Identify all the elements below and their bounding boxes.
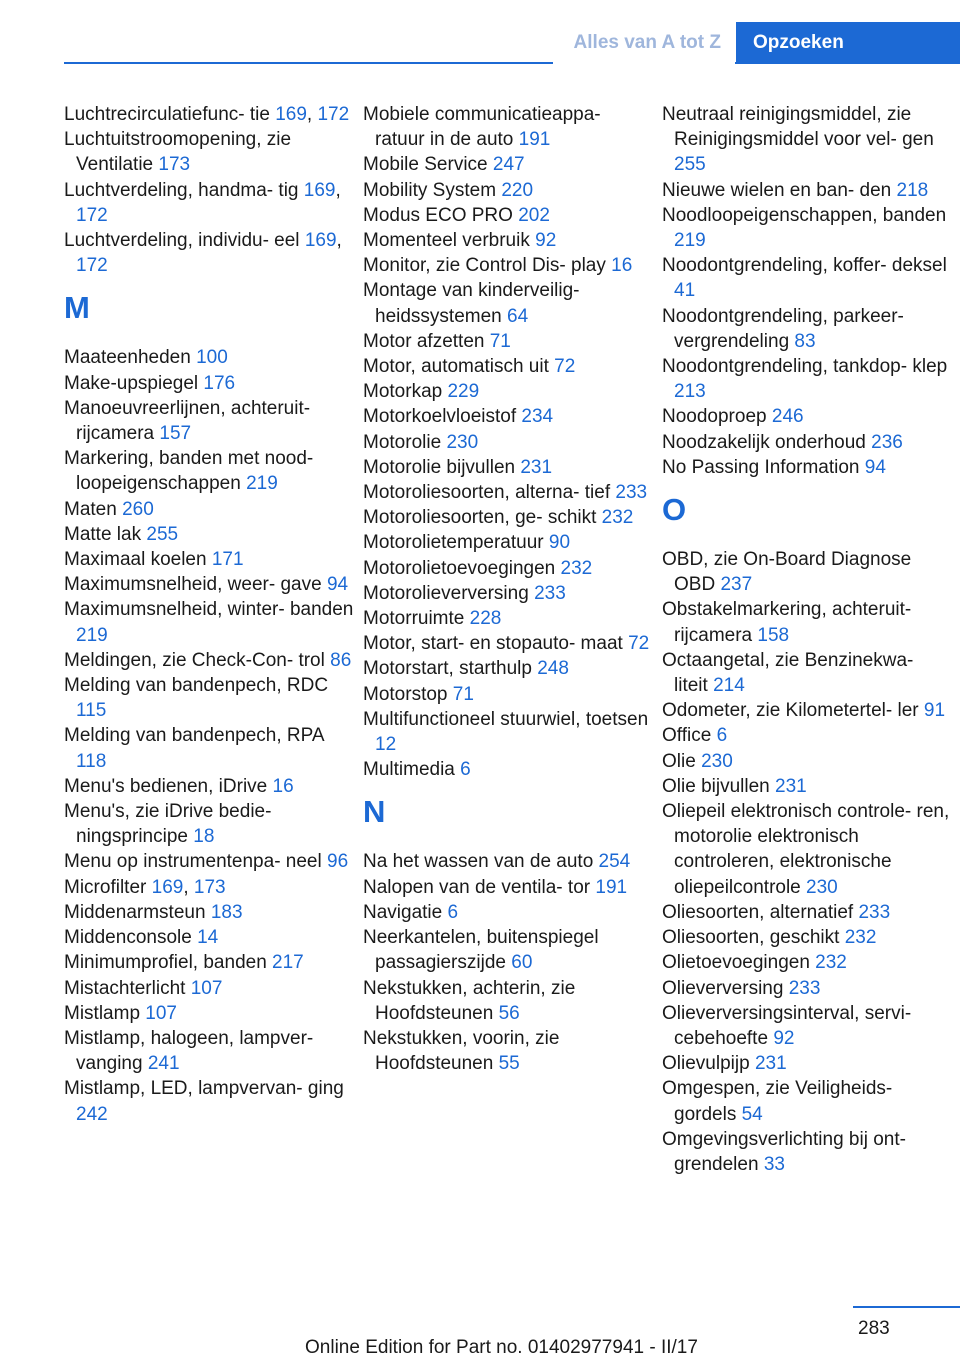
index-entry-term: Luchtuitstroomopening, zie Ventilatie (64, 129, 292, 176)
index-entry-term: Motorstart, starthulp (363, 658, 532, 680)
index-entry-term: Motoroliesoorten, ge‐ schikt (363, 507, 597, 529)
index-entry (363, 505, 653, 530)
index-entry-term: Modus ECO PRO (363, 204, 513, 226)
page-reference-link[interactable]: 92 (773, 1027, 795, 1049)
index-entry (662, 976, 952, 1001)
page-reference-link[interactable]: 233 (534, 582, 566, 604)
index-entry-term: Noodontgrendeling, koffer‐ deksel (662, 255, 947, 277)
index-entry-term: Momenteel verbruik (363, 230, 530, 252)
page-reference-link[interactable]: 56 (498, 1002, 520, 1024)
index-entry-term: Olietoevoegingen (662, 952, 810, 974)
page-reference-link[interactable]: 92 (535, 230, 557, 252)
page-reference-link[interactable]: 213 (674, 381, 706, 403)
page-reference-link[interactable]: 218 (896, 179, 929, 201)
index-entry-term: Maximaal koelen (64, 549, 207, 571)
index-entry-term: Meldingen, zie Check-Con‐ trol (64, 649, 325, 671)
page-reference-link[interactable]: 72 (628, 633, 650, 655)
page-reference-link[interactable]: 202 (518, 204, 550, 226)
index-entry (64, 723, 354, 773)
page-reference-link[interactable]: 248 (537, 658, 569, 680)
index-entry: Luchtverdeling, individu‐ eel 169, 172 (64, 230, 342, 277)
index-entry-term: Motor, start- en stopauto‐ maat (363, 633, 623, 655)
index-entry (64, 522, 354, 547)
index-entry (64, 1076, 354, 1126)
index-entry (363, 455, 653, 480)
page-reference-link[interactable]: 255 (674, 154, 706, 176)
index-entry-term: Maximumsnelheid, weer‐ gave (64, 574, 322, 596)
page-reference-link[interactable]: 232 (601, 507, 634, 529)
index-entry: Luchtverdeling, handma‐ tig 169, 172 (64, 179, 341, 226)
page-reference-link[interactable]: 71 (489, 330, 511, 352)
index-entry: Luchtrecirculatiefunc‐ tie 169, 172 (64, 104, 350, 125)
index-entry-term: Make-upspiegel (64, 372, 199, 394)
page-reference-link[interactable]: 230 (446, 431, 479, 453)
index-entry-term: Olie bijvullen (662, 775, 770, 797)
page-reference-link[interactable]: 94 (326, 574, 349, 596)
page-reference-link[interactable]: 169 (303, 179, 336, 201)
index-entry (662, 455, 952, 480)
index-entry (662, 304, 952, 354)
index-entry (363, 1026, 653, 1076)
index-entry (662, 723, 952, 748)
index-entry-term: Middenarmsteun (64, 901, 206, 923)
index-entry-term: Olie (662, 750, 696, 772)
page-reference-link[interactable]: 191 (518, 129, 551, 151)
page-reference-link[interactable]: 169 (304, 230, 337, 252)
index-entry-term: Motorolietemperatuur (363, 532, 544, 554)
index-entry (662, 253, 952, 303)
page-reference-link[interactable]: 214 (713, 675, 745, 697)
page-reference-link[interactable]: 230 (806, 876, 838, 898)
index-entry-term: No Passing Information (662, 456, 860, 478)
index-entry-term: Middenconsole (64, 927, 192, 949)
page-reference-link[interactable]: 172 (76, 204, 108, 226)
index-entry-term: Multifunctioneel stuurwiel, toetsen (363, 708, 649, 730)
index-entry-term: Menu's bedienen, iDrive (64, 775, 268, 797)
index-entry (662, 648, 952, 698)
index-entry-term: Maateenheden (64, 347, 191, 369)
page-reference-link[interactable]: 183 (210, 901, 243, 923)
index-entry-term: Matte lak (64, 523, 142, 545)
page-reference-link[interactable]: 228 (469, 608, 502, 630)
page-reference-link[interactable]: 60 (511, 952, 533, 974)
index-entry-term: Noodontgrendeling, tankdop‐ klep (662, 356, 948, 378)
index-entry-term: Minimumprofiel, banden (64, 952, 267, 974)
index-entry-term: Motorolietoevoegingen (363, 557, 556, 579)
index-entry-term: Mistlamp, halogeen, lampver‐ vanging (64, 1027, 314, 1075)
index-entry (363, 430, 653, 455)
index-entry (662, 799, 952, 900)
page-reference-link[interactable]: 100 (196, 347, 228, 369)
page-reference-link[interactable]: 16 (611, 255, 633, 277)
index-entry-term: Navigatie (363, 901, 443, 923)
index-entry (64, 127, 354, 177)
index-entry-term: Menu's, zie iDrive bedie‐ ningsprincipe (64, 801, 272, 848)
index-entry-term: Omgevingsverlichting bij ont‐ grendelen (662, 1128, 906, 1175)
index-entry-term: Omgespen, zie Veiligheids‐ gordels (662, 1078, 893, 1125)
index-entry (64, 900, 354, 925)
page-reference-link[interactable]: 72 (554, 356, 576, 378)
page-reference-link[interactable]: 158 (757, 624, 790, 646)
page-reference-link[interactable]: 118 (76, 750, 107, 772)
index-entry (64, 446, 354, 496)
index-entry-term: Maximumsnelheid, winter‐ banden (64, 599, 354, 621)
index-entry-term: Melding van bandenpech, RDC (64, 675, 329, 697)
index-letter-heading: O (662, 492, 687, 528)
page-reference-link[interactable]: 232 (815, 952, 847, 974)
page-reference-link[interactable]: 231 (520, 456, 553, 478)
index-entry (662, 774, 952, 799)
index-entry-term: Motoroliesoorten, alterna‐ tief (363, 482, 611, 504)
index-entry: Microfilter 169, 173 (64, 876, 226, 898)
page-reference-link[interactable]: 6 (716, 725, 728, 747)
index-entry (662, 1076, 952, 1126)
index-entry-term: Mobiele communicatieappa‐ ratuur in de auto (363, 104, 601, 151)
page-reference-link[interactable]: 231 (754, 1053, 787, 1075)
page-reference-link[interactable]: 6 (460, 759, 471, 781)
index-entry-term: Noodloopeigenschappen, banden (662, 204, 947, 226)
page-reference-link[interactable]: 236 (871, 431, 903, 453)
index-entry (363, 228, 653, 253)
index-entry (64, 673, 354, 723)
index-entry (363, 354, 653, 379)
index-entry-term: Monitor, zie Control Dis‐ play (363, 255, 606, 277)
index-entry (363, 581, 653, 606)
index-entry-term: Multimedia (363, 759, 455, 781)
index-entry (363, 152, 653, 177)
index-entry (64, 648, 354, 673)
page-number: 283 (858, 1318, 890, 1339)
page-reference-link[interactable]: 233 (615, 482, 648, 504)
index-entry-term: Manoeuvreerlijnen, achteruit‐ rijcamera (64, 397, 311, 445)
index-entry (363, 656, 653, 681)
index-entry (363, 757, 653, 782)
edition-footer: Online Edition for Part no. 01402977941 - II/17 (305, 1337, 698, 1358)
index-entry-term: Noodontgrendeling, parkeer‐ vergrendeling (662, 305, 904, 352)
index-entry-term: Microfilter (64, 876, 147, 898)
active-tab[interactable]: Opzoeken (736, 22, 960, 64)
index-entry-term: Octaangetal, zie Benzinekwa‐ liteit (662, 649, 914, 697)
index-entry (64, 774, 354, 799)
index-entry (662, 1001, 952, 1051)
page-reference-link[interactable]: 220 (501, 179, 534, 201)
index-entry (662, 900, 952, 925)
index-entry-term: Motor, automatisch uit (363, 356, 549, 378)
index-entry-term: Nekstukken, voorin, zie Hoofdsteunen (363, 1027, 560, 1075)
index-entry (363, 178, 653, 203)
index-entry-term: Oliepeil elektronisch controle‐ ren, motorolie elektronisch controleren, elektronische oliepeilcontrole (662, 801, 950, 898)
index-entry-term: Olieverversingsinterval, servi‐ cebehoefte (662, 1002, 912, 1049)
index-entry-term: Olieverversing (662, 977, 784, 999)
page-reference-link[interactable]: 237 (720, 574, 753, 596)
index-entry-term: Luchtverdeling, handma‐ tig (64, 179, 299, 201)
page-reference-link[interactable]: 33 (763, 1153, 785, 1175)
page-reference-link[interactable]: 71 (452, 683, 474, 705)
index-entry (662, 178, 952, 203)
index-entry (363, 278, 653, 328)
page-reference-link[interactable]: 234 (521, 406, 554, 428)
page-reference-link[interactable]: 41 (674, 280, 696, 302)
index-entry-term: Nekstukken, achterin, zie Hoofdsteunen (363, 977, 576, 1024)
index-entry (662, 203, 952, 253)
page-reference-link[interactable]: 254 (598, 851, 631, 873)
index-column-1 (64, 102, 354, 1127)
index-entry-term: Luchtrecirculatiefunc‐ tie (64, 104, 270, 125)
index-entry-term: Maten (64, 498, 117, 520)
index-entry (662, 102, 952, 178)
index-entry-term: Office (662, 725, 712, 747)
page-reference-link[interactable]: 232 (560, 557, 593, 579)
index-entry (363, 102, 653, 152)
index-entry (363, 900, 653, 925)
page-reference-link[interactable]: 54 (741, 1103, 763, 1125)
page-reference-link[interactable]: 94 (864, 456, 886, 478)
index-entry-term: Mobile Service (363, 154, 488, 176)
page-reference-link[interactable]: 16 (272, 775, 294, 797)
index-entry (363, 253, 653, 278)
index-entry (363, 379, 653, 404)
page-number-rule (853, 1306, 960, 1308)
index-entry (64, 597, 354, 647)
page-reference-link[interactable]: 83 (794, 330, 816, 352)
index-entry-term: Motorruimte (363, 608, 465, 630)
index-entry (64, 1026, 354, 1076)
section-tab[interactable]: Alles van A tot Z (553, 22, 735, 64)
index-letter-heading: N (363, 794, 386, 830)
page-reference-link[interactable]: 232 (844, 927, 877, 949)
page-reference-link[interactable]: 233 (788, 977, 821, 999)
index-entry (363, 925, 653, 975)
index-entry (64, 799, 354, 849)
page-reference-link[interactable]: 107 (145, 1002, 177, 1024)
page-reference-link[interactable]: 12 (375, 734, 397, 756)
index-entry (64, 371, 354, 396)
page-reference-link[interactable]: 246 (771, 406, 804, 428)
page-reference-link[interactable]: 173 (158, 154, 191, 176)
index-entry (662, 404, 952, 429)
index-entry (363, 849, 653, 874)
index-entry-term: Markering, banden met nood‐ loopeigenschappen (64, 448, 314, 495)
index-entry-term: Noodoproep (662, 406, 767, 428)
index-letter-heading: M (64, 290, 90, 326)
index-column-2 (363, 102, 653, 1076)
index-entry (64, 547, 354, 572)
index-entry-term: Odometer, zie Kilometertel‐ ler (662, 700, 919, 722)
index-entry (64, 1001, 354, 1026)
index-entry-term: Na het wassen van de auto (363, 851, 594, 873)
index-entry-term: Menu op instrumentenpa‐ neel (64, 851, 322, 873)
index-entry-term: Neutraal reinigingsmiddel, zie Reinigingsmiddel voor vel‐ gen (662, 104, 934, 151)
index-entry (363, 707, 653, 757)
page-reference-link[interactable]: 157 (159, 423, 192, 445)
index-entry-term: Motorkap (363, 381, 443, 403)
index-entry-term: Noodzakelijk onderhoud (662, 431, 866, 453)
index-entry (363, 480, 653, 505)
page-reference-link[interactable]: 219 (246, 473, 278, 495)
page-reference-link[interactable]: 191 (595, 876, 628, 898)
index-entry (662, 1127, 952, 1177)
index-entry-term: Neerkantelen, buitenspiegel passagierszijde (363, 927, 599, 974)
page-reference-link[interactable]: 90 (548, 532, 571, 554)
index-entry (64, 396, 354, 446)
index-entry (662, 950, 952, 975)
index-entry-term: Oliesoorten, alternatief (662, 901, 854, 923)
index-entry-term: Motorstop (363, 683, 448, 705)
index-entry (64, 950, 354, 975)
page-reference-link[interactable]: 172 (317, 104, 350, 125)
index-entry (662, 1051, 952, 1076)
page-reference-link[interactable]: 173 (193, 876, 226, 898)
index-entry (64, 345, 354, 370)
index-entry-term: Mistachterlicht (64, 977, 186, 999)
index-entry (64, 925, 354, 950)
page-reference-link[interactable]: 230 (701, 750, 733, 772)
page-reference-link[interactable]: 96 (327, 851, 349, 873)
index-entry (363, 203, 653, 228)
page-reference-link[interactable]: 6 (447, 901, 459, 923)
index-entry (363, 682, 653, 707)
index-entry-term: Nalopen van de ventila‐ tor (363, 876, 591, 898)
page-reference-link[interactable]: 219 (76, 624, 108, 646)
index-entry (363, 976, 653, 1026)
index-entry-term: Melding van bandenpech, RPA (64, 725, 324, 747)
page-reference-link[interactable]: 242 (76, 1103, 108, 1125)
index-entry (662, 597, 952, 647)
index-entry-term: Motorolie bijvullen (363, 456, 516, 478)
index-entry (363, 404, 653, 429)
index-entry (64, 849, 354, 874)
index-entry-term: Nieuwe wielen en ban‐ den (662, 179, 892, 201)
index-entry (363, 556, 653, 581)
index-entry (363, 631, 653, 656)
index-entry-term: Motorkoelvloeistof (363, 406, 517, 428)
index-entry (662, 547, 952, 597)
index-entry (64, 976, 354, 1001)
index-entry-term: Motorolie (363, 431, 442, 453)
page-reference-link[interactable]: 169 (151, 876, 184, 898)
index-entry (662, 698, 952, 723)
page-reference-link[interactable]: 231 (775, 775, 807, 797)
index-entry (662, 354, 952, 404)
page-reference-link[interactable]: 115 (76, 700, 107, 722)
index-entry-term: Montage van kinderveilig‐ heidssystemen (363, 280, 580, 327)
index-entry (64, 497, 354, 522)
page-reference-link[interactable]: 241 (147, 1053, 180, 1075)
index-entry (64, 572, 354, 597)
index-entry-term: OBD, zie On-Board Diagnose OBD (662, 549, 912, 596)
index-entry (662, 430, 952, 455)
page-reference-link[interactable]: 14 (197, 927, 219, 949)
page-reference-link[interactable]: 86 (330, 649, 352, 671)
index-entry (363, 329, 653, 354)
page-reference-link[interactable]: 55 (498, 1053, 520, 1075)
page-reference-link[interactable]: 260 (122, 498, 154, 520)
page-reference-link[interactable]: 18 (193, 826, 215, 848)
index-entry-term: Obstakelmarkering, achteruit‐ rijcamera (662, 599, 912, 646)
page-reference-link[interactable]: 171 (211, 549, 244, 571)
page-reference-link[interactable]: 172 (76, 255, 108, 277)
index-entry-term: Motor afzetten (363, 330, 485, 352)
index-column-3 (662, 102, 952, 1177)
page-reference-link[interactable]: 91 (923, 700, 946, 722)
index-entry (363, 530, 653, 555)
index-entry (662, 925, 952, 950)
page-reference-link[interactable]: 169 (275, 104, 307, 125)
index-entry-term: Olievulpijp (662, 1053, 750, 1075)
page-reference-link[interactable]: 229 (447, 381, 480, 403)
index-entry-term: Oliesoorten, geschikt (662, 927, 840, 949)
page-reference-link[interactable]: 107 (190, 977, 223, 999)
page-reference-link[interactable]: 176 (203, 372, 236, 394)
page-reference-link[interactable]: 64 (507, 305, 529, 327)
index-entry (662, 749, 952, 774)
page-reference-link[interactable]: 247 (492, 154, 525, 176)
index-entry-term: Mistlamp (64, 1002, 141, 1024)
index-entry (363, 875, 653, 900)
page-reference-link[interactable]: 219 (674, 230, 706, 252)
page-reference-link[interactable]: 233 (858, 901, 891, 923)
index-entry-term: Mistlamp, LED, lampvervan‐ ging (64, 1078, 344, 1100)
page-reference-link[interactable]: 217 (272, 952, 304, 974)
index-entry (363, 606, 653, 631)
page-reference-link[interactable]: 255 (146, 523, 179, 545)
index-entry-term: Mobility System (363, 179, 497, 201)
index-entry-term: Luchtverdeling, individu‐ eel (64, 230, 300, 252)
index-entry-term: Motorolieverversing (363, 582, 529, 604)
